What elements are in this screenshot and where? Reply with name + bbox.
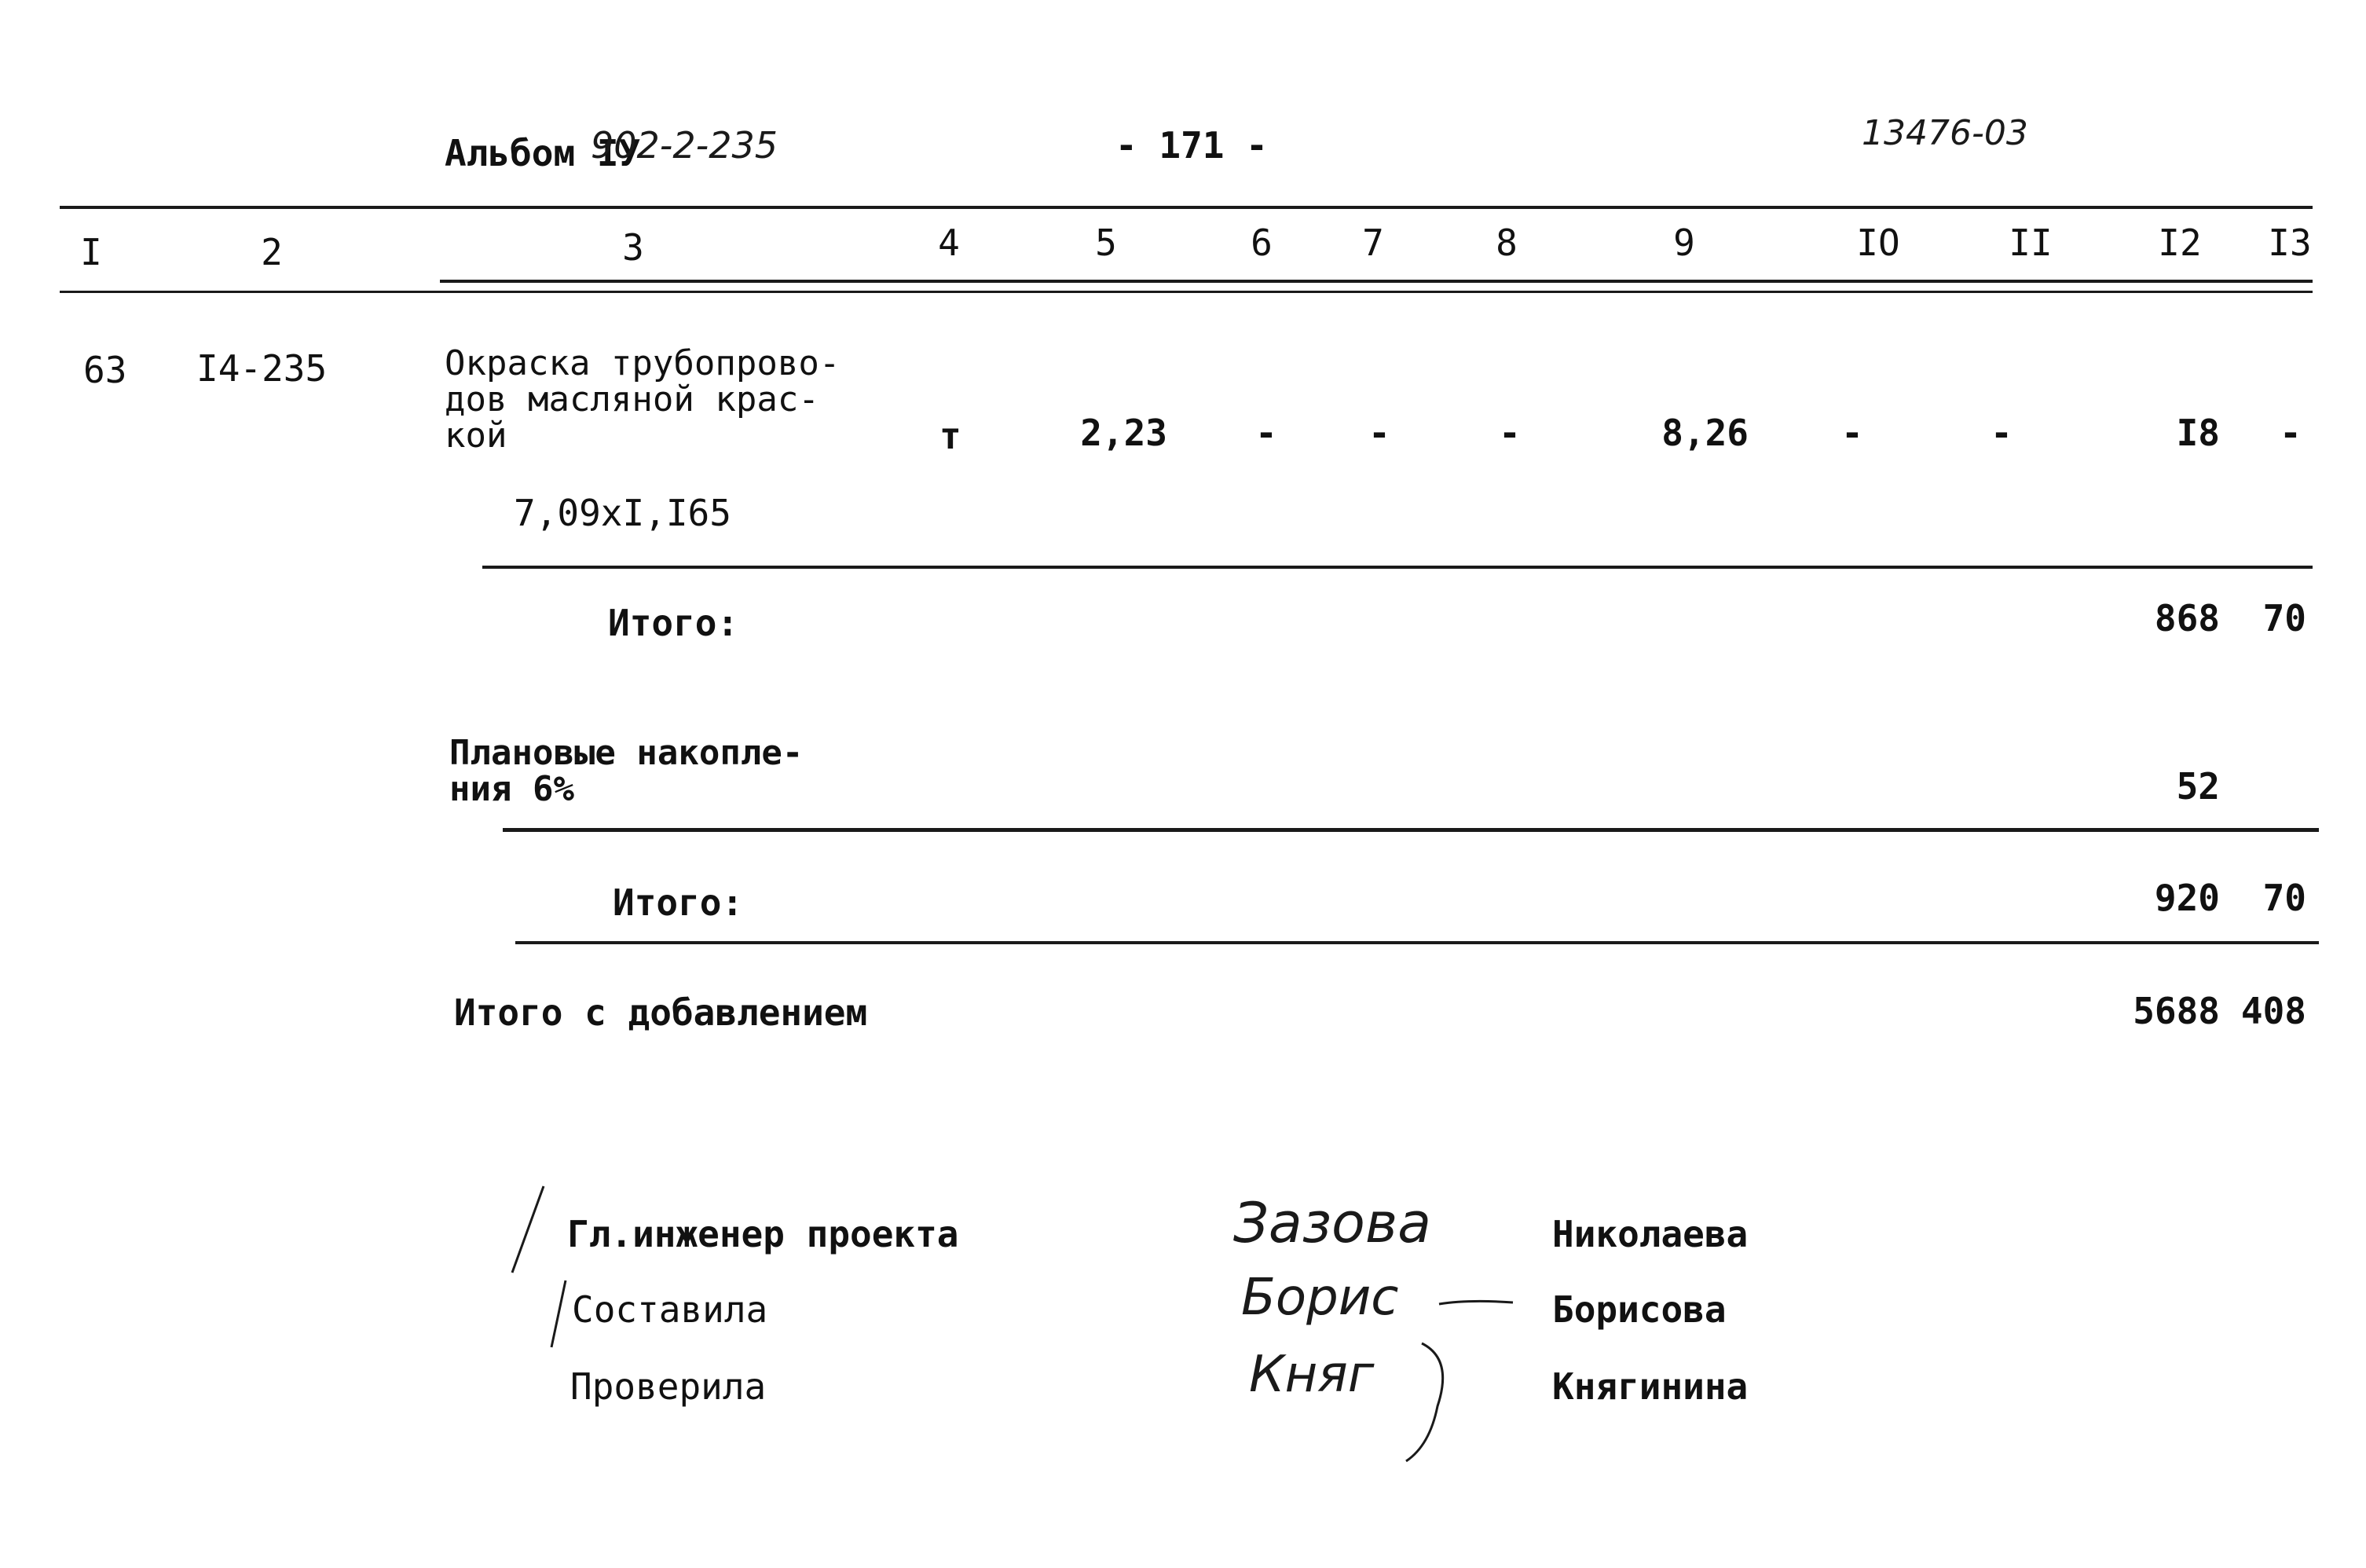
total-col12: 920 bbox=[2154, 877, 2220, 919]
subtotal-col13: 70 bbox=[2262, 597, 2306, 639]
column-header: 2 bbox=[261, 231, 283, 273]
row-number: 63 bbox=[83, 349, 127, 391]
row-col5: 2,23 bbox=[1080, 412, 1167, 454]
page-number: - 171 - bbox=[1115, 124, 1268, 167]
column-header: IO bbox=[1856, 222, 1900, 264]
signature-role: Составила bbox=[572, 1288, 768, 1331]
row-description: Окраска трубопрово- дов масляной крас- кой bbox=[445, 343, 841, 456]
planned-rule bbox=[503, 828, 2319, 832]
subtotal-label: Итого: bbox=[608, 602, 739, 644]
column-header: I bbox=[80, 231, 102, 273]
column-header: 7 bbox=[1362, 222, 1384, 264]
grand-total-col13: 408 bbox=[2240, 990, 2306, 1032]
total-rule bbox=[515, 941, 2319, 944]
planned-accumulation-label: Плановые накопле- ния 6% bbox=[449, 733, 804, 809]
signature-handwritten: Зазова bbox=[1233, 1191, 1431, 1255]
row-col13: - bbox=[2280, 412, 2302, 454]
column-header: 4 bbox=[938, 222, 960, 264]
subtotal-col12: 868 bbox=[2154, 597, 2220, 639]
column-header: I3 bbox=[2268, 222, 2312, 264]
signature-role: Гл.инженер проекта bbox=[567, 1213, 959, 1255]
subtotal-rule bbox=[482, 566, 2313, 569]
album-number-handwritten: 902-2-235 bbox=[591, 124, 778, 167]
row-col6: - bbox=[1255, 412, 1277, 454]
header-top-rule bbox=[60, 206, 2313, 209]
total-label: Итого: bbox=[613, 881, 744, 924]
signature-tick-marks bbox=[503, 1178, 597, 1367]
album-label: Альбом IУ bbox=[445, 132, 641, 174]
row-col10: - bbox=[1841, 412, 1863, 454]
column-header: I2 bbox=[2158, 222, 2202, 264]
column-header: 3 bbox=[622, 226, 644, 269]
grand-total-label: Итого с добавлением bbox=[454, 991, 868, 1034]
row-col9: 8,26 bbox=[1661, 412, 1749, 454]
row-col7: - bbox=[1368, 412, 1390, 454]
grand-total-col12: 5688 bbox=[2133, 990, 2220, 1032]
header-bottom-rule-thick bbox=[440, 280, 2313, 283]
row-code: I4-235 bbox=[196, 347, 328, 390]
column-header: 5 bbox=[1095, 222, 1117, 264]
signature-flourish bbox=[1390, 1335, 1477, 1469]
signature-name: Борисова bbox=[1552, 1288, 1727, 1331]
signature-name: Николаева bbox=[1552, 1213, 1749, 1255]
doc-code-handwritten: 13476-03 bbox=[1862, 113, 2028, 153]
row-col12: I8 bbox=[2176, 412, 2220, 454]
column-header: II bbox=[2009, 222, 2053, 264]
planned-accumulation-col12: 52 bbox=[2176, 765, 2220, 808]
signature-handwritten: Княг bbox=[1249, 1346, 1375, 1404]
row-unit: т bbox=[939, 415, 961, 457]
row-col11: - bbox=[1991, 412, 2013, 454]
column-header: 6 bbox=[1251, 222, 1273, 264]
row-col8: - bbox=[1499, 412, 1521, 454]
header-bottom-rule bbox=[60, 291, 2313, 293]
column-header: 8 bbox=[1496, 222, 1518, 264]
column-header: 9 bbox=[1673, 222, 1695, 264]
row-formula: 7,09xI,I65 bbox=[514, 492, 731, 534]
signature-name: Княгинина bbox=[1552, 1365, 1749, 1408]
total-col13: 70 bbox=[2262, 877, 2306, 919]
signature-role: Проверила bbox=[570, 1365, 767, 1408]
signature-handwritten: Борис bbox=[1241, 1269, 1399, 1327]
signature-underline bbox=[1438, 1288, 1516, 1312]
